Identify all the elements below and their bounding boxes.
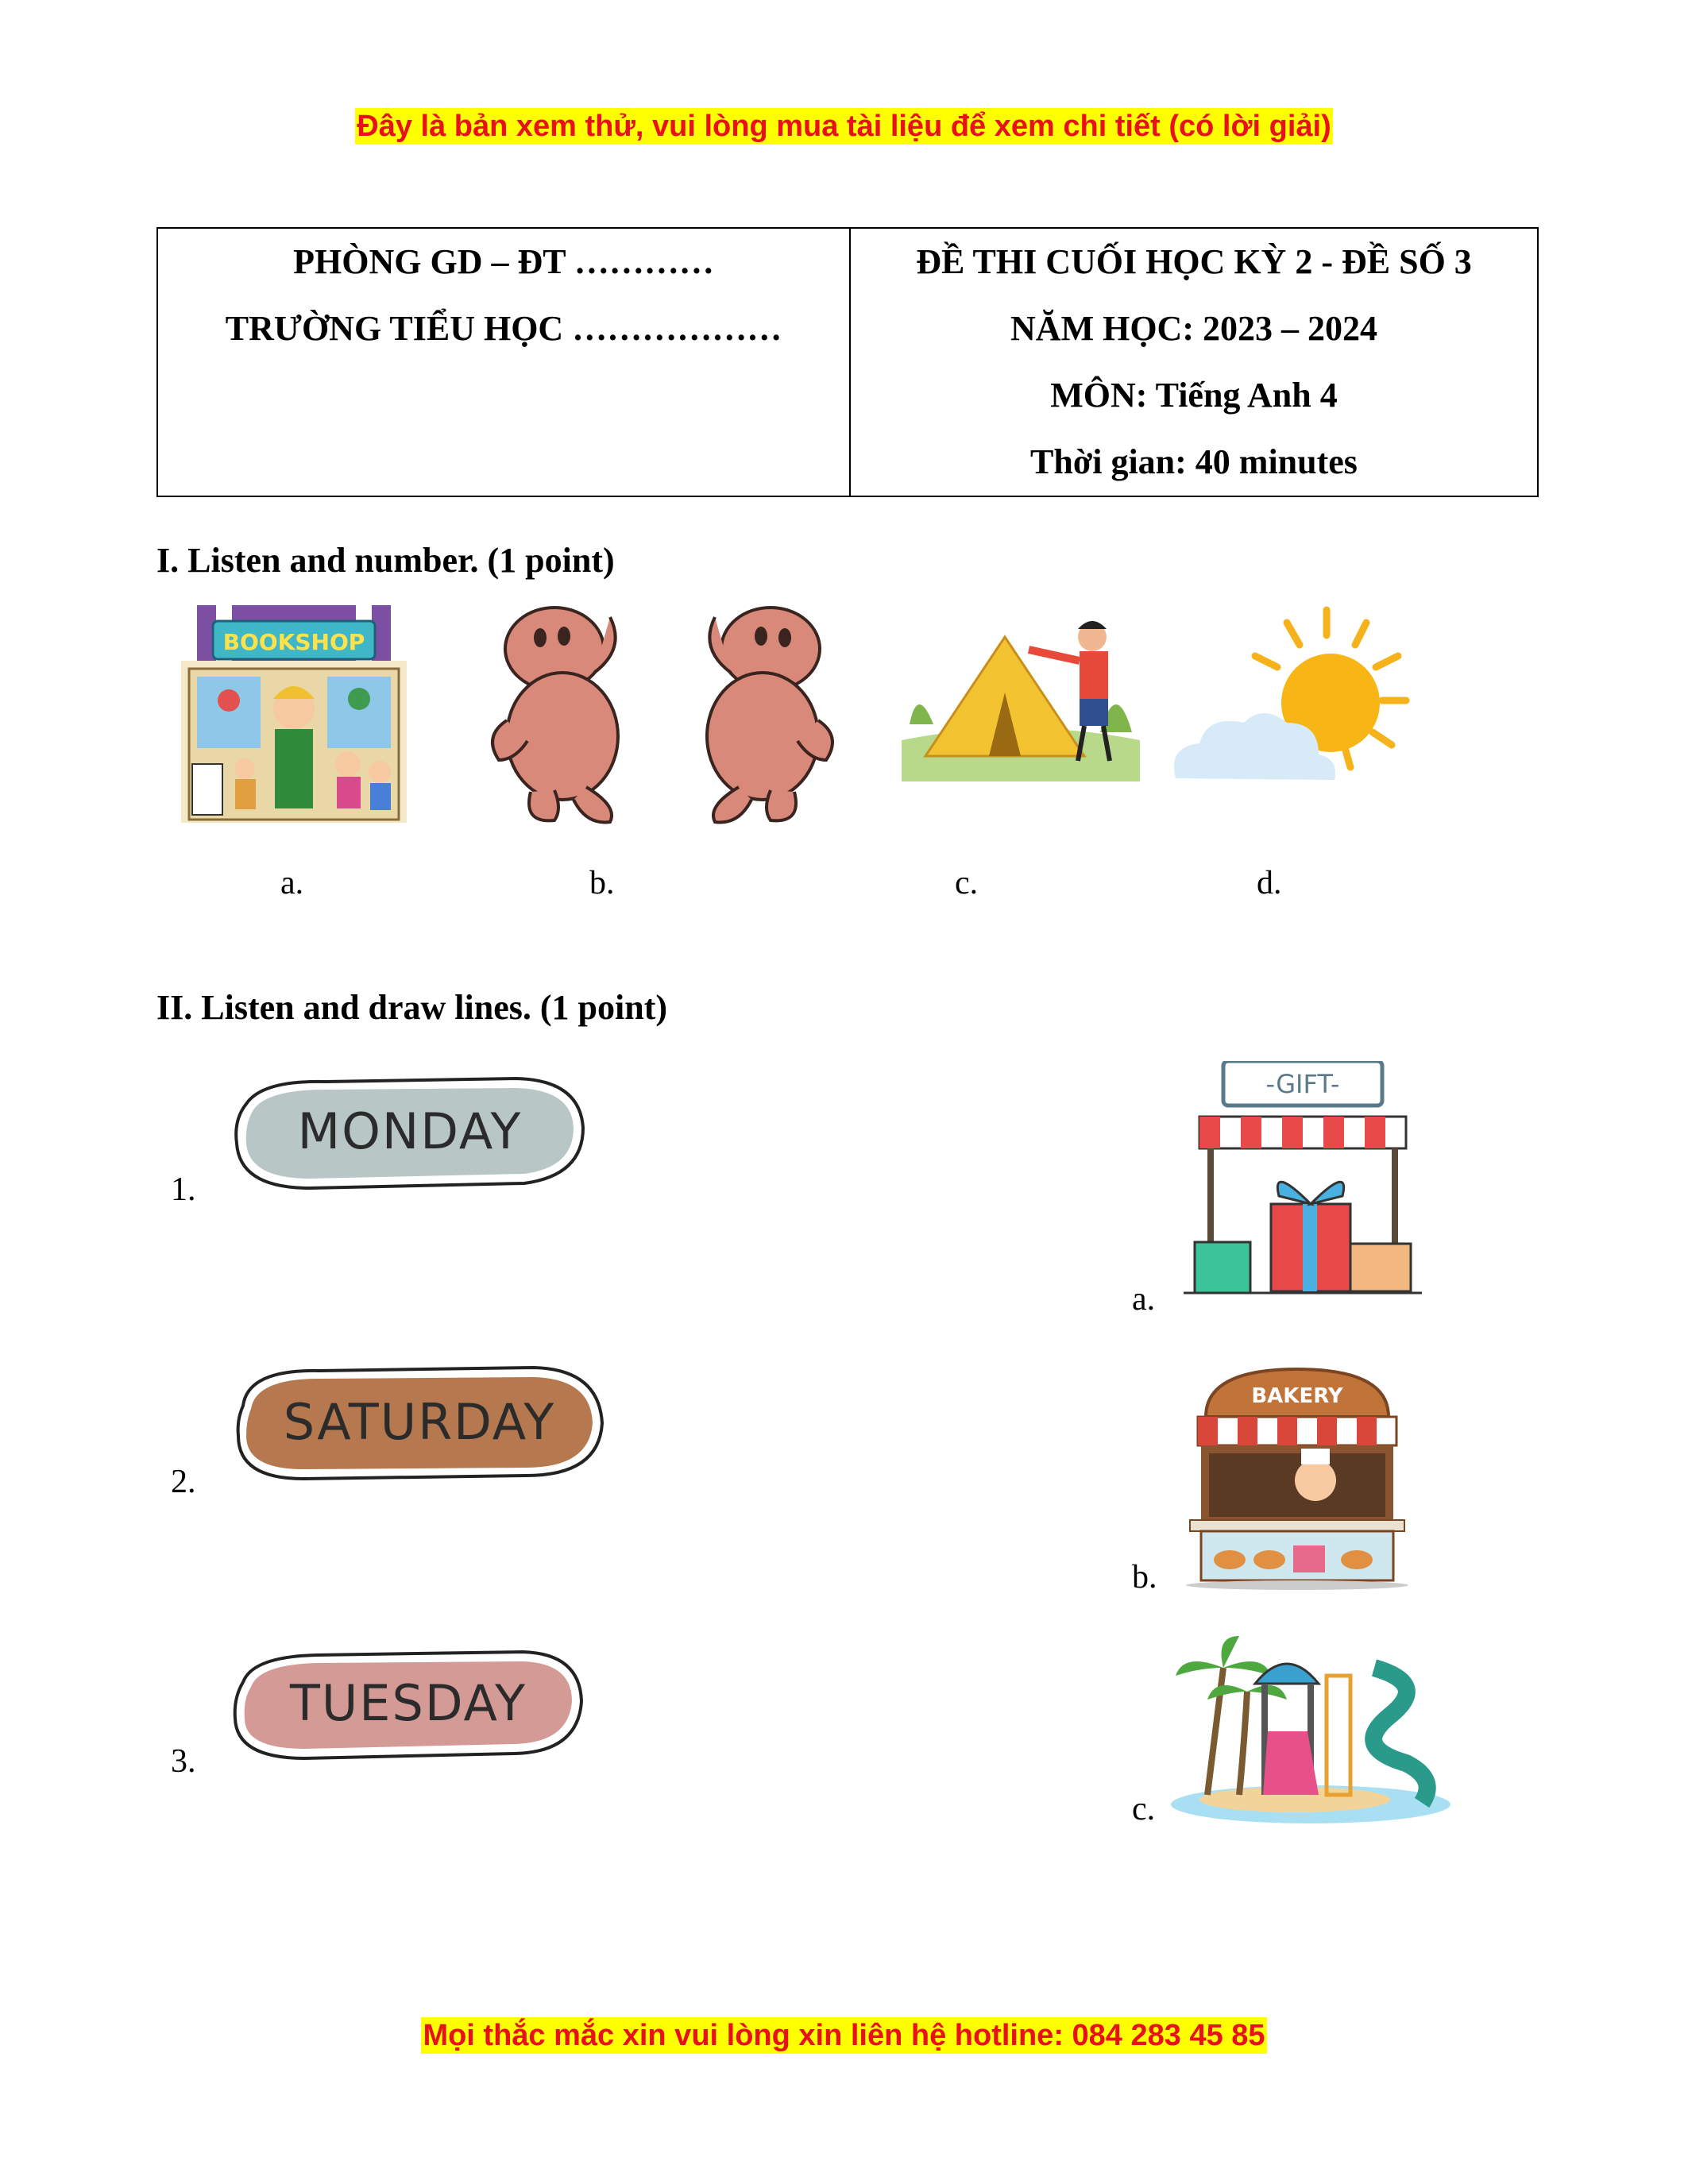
answer-label-d: d. xyxy=(1257,865,1282,901)
answer-label-b: b. xyxy=(589,865,615,901)
bakery-picture xyxy=(1182,1361,1412,1590)
item-number-3: 3. xyxy=(171,1743,196,1780)
exam-title: ĐỀ THI CUỐI HỌC KỲ 2 - ĐỀ SỐ 3 xyxy=(916,242,1472,281)
exam-info-cell xyxy=(850,228,1538,496)
gift-sign-text: -GIFT- xyxy=(1265,1069,1340,1099)
section-1-title: I. Listen and number. (1 point) xyxy=(156,541,615,580)
item-number-1: 1. xyxy=(171,1171,196,1208)
dancing-hippos-picture xyxy=(475,601,850,827)
place-label-b: b. xyxy=(1132,1559,1157,1596)
gift-shop-picture xyxy=(1184,1061,1422,1299)
subject: MÔN: Tiếng Anh 4 xyxy=(1050,376,1338,415)
monday-badge xyxy=(230,1072,588,1191)
place-label-a: a. xyxy=(1132,1281,1156,1318)
camping-picture xyxy=(902,605,1140,781)
section-2-title: II. Listen and draw lines. (1 point) xyxy=(156,988,668,1027)
monday-text: MONDAY xyxy=(297,1102,523,1160)
duration: Thời gian: 40 minutes xyxy=(1030,442,1358,481)
bakery-sign-text: BAKERY xyxy=(1251,1384,1343,1408)
hotline-notice-text: Mọi thắc mắc xin vui lòng xin liên hệ hotline: 084 283 45 85 xyxy=(423,2019,1265,2052)
saturday-text: SATURDAY xyxy=(283,1393,556,1451)
hotline-notice xyxy=(0,2019,1688,2053)
answer-label-c: c. xyxy=(955,865,979,901)
preview-notice xyxy=(0,110,1688,144)
tuesday-badge xyxy=(229,1642,586,1761)
preview-notice-text: Đây là bản xem thử, vui lòng mua tài liệu để xem chi tiết (có lời giải) xyxy=(357,110,1331,143)
department-line: PHÒNG GD – ĐT ………… xyxy=(293,242,714,281)
school-line: TRƯỜNG TIỂU HỌC ……………… xyxy=(225,309,782,348)
bookshop-sign-text: BOOKSHOP xyxy=(222,629,365,655)
bookshop-picture xyxy=(181,605,407,823)
school-year: NĂM HỌC: 2023 – 2024 xyxy=(1010,309,1377,348)
saturday-badge xyxy=(232,1360,605,1484)
answer-label-a: a. xyxy=(280,865,304,901)
sun-and-cloud-picture xyxy=(1168,604,1439,783)
exam-header-table xyxy=(156,227,1539,497)
place-label-c: c. xyxy=(1132,1791,1156,1827)
tuesday-text: TUESDAY xyxy=(290,1674,527,1732)
water-park-picture xyxy=(1168,1636,1455,1823)
item-number-2: 2. xyxy=(171,1464,196,1500)
school-info-cell xyxy=(157,228,850,496)
